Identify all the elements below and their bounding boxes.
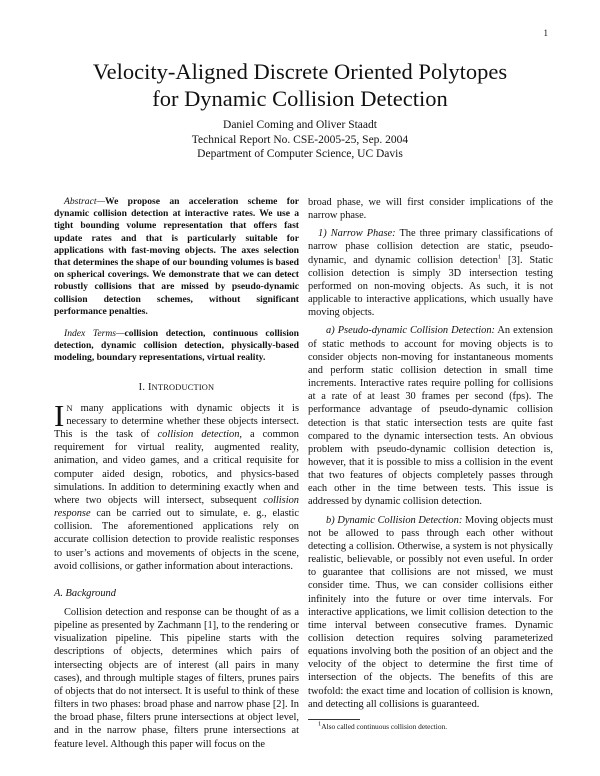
index-terms-dash: — <box>116 328 125 340</box>
affiliation: Department of Computer Science, UC Davis <box>197 148 403 160</box>
section-heading-introduction <box>54 381 299 394</box>
paper-title <box>40 58 560 112</box>
drop-cap-rest: N <box>66 402 73 413</box>
continuation-paragraph: broad phase, we will first consider implications of the narrow phase. <box>308 197 553 222</box>
intro-text-b: , a common requirement for virtual reality, augmented reality, animation, and video games, and a critical requisite for computer aided design, robotics, and physics-based simulations. In addition to determining exactly when and where two objects will intersect, subsequent <box>54 429 300 506</box>
intro-text-a: many applications with dynamic objects it is necessary to determine whether these objects intersect. This is the task of <box>54 402 299 441</box>
abstract-dash: — <box>96 196 106 207</box>
intro-term-collision-detection: collision detection <box>157 429 240 441</box>
index-terms <box>54 328 299 365</box>
narrow-phase-paragraph <box>308 227 553 319</box>
drop-cap: I <box>54 397 65 433</box>
index-terms-text: collision detection, continuous collision detection, dynamic collision detection, physically-based modeling, boundary representations, virtual reality. <box>54 328 299 364</box>
intro-text-c: can be carried out to simulate, e. g., elastic collision. The aforementioned applications rely on accurate collision detection to provide realistic responses to user’s actions and movements of objects in the scene, avoid collisions, or gather information about interactions. <box>54 508 299 572</box>
pseudo-dynamic-paragraph <box>308 324 553 508</box>
abstract-label: Abstract <box>64 196 97 207</box>
pseudo-dynamic-text: An extension of static methods to account for moving objects is to consider objects non-moving for instantaneous moments and perform static collision detection in small time increments. Interactive rates require polling for collisions at a rate of at least 30 frames per second (fps). The performance advantage of pseudo-dynamic collision detection is that static intersection tests are quite fast compared to the dynamic intersection tests. An obvious problem with pseudo-dynamic collision detection is, however, that it is possible to miss a collision in the event that two features of objects completely passes through each other in the time between tests. This issue is addressed by dynamic collision detection. <box>308 325 553 508</box>
footnote-rule <box>308 719 360 720</box>
abstract <box>54 196 299 318</box>
footnote <box>318 722 447 731</box>
footnote-mark: 1 <box>318 720 322 728</box>
narrow-phase-text-b: [3]. Static collision detection is simply 3D intersection testing performed on non-moving objects. As such, it is not applicable to interactive applications, which usually have moving objects. <box>308 254 553 319</box>
title-line-2: for Dynamic Collision Detection <box>152 86 448 111</box>
left-column <box>54 196 299 751</box>
intro-paragraph <box>54 397 300 573</box>
report-number: Technical Report No. CSE-2005-25, Sep. 2004 <box>191 133 409 146</box>
dynamic-label: b) Dynamic Collision Detection: <box>326 514 463 526</box>
section-title-rest: NTRODUCTION <box>151 382 215 392</box>
dynamic-paragraph <box>308 514 553 711</box>
title-line-1: Velocity-Aligned Discrete Oriented Polytopes <box>92 59 508 84</box>
pseudo-dynamic-label: a) Pseudo-dynamic Collision Detection: <box>326 325 495 337</box>
author-names: Daniel Coming and Oliver Staadt <box>223 119 377 131</box>
subsection-heading-background: A. Background <box>54 587 116 599</box>
page-number: 1 <box>543 28 548 38</box>
footnote-reference: 1 <box>497 253 502 261</box>
author-block <box>60 118 540 162</box>
narrow-phase-text-a: The three primary classifications of narrow phase collision detection are static, pseudo-dynamic, and dynamic collision detection <box>308 228 553 266</box>
footnote-text: Also called continuous collision detection. <box>321 722 448 731</box>
index-terms-label: Index Terms <box>64 328 117 340</box>
intro-term-collision-response: collision response <box>54 494 299 520</box>
section-title-first: I <box>147 381 152 393</box>
narrow-phase-label: 1) Narrow Phase: <box>318 228 396 240</box>
abstract-text: We propose an acceleration scheme for dynamic collision detection at interactive rates. We use a tight bounding volume representation that offers fast update rates and that is particularly suitable for applications with fast-moving objects. The axes selection that determines the shape of our bounding volumes is based on spherical coverings. We demonstrate that we can detect robustly collisions that are missed by pseudo-dynamic collision detection schemes, without significant performance penalties. <box>54 196 299 317</box>
section-numeral: I. <box>138 381 146 393</box>
dynamic-text: Moving objects must not be allowed to pass through each other without detecting a collision. Otherwise, a system is not physically realistic, believable, or possibly not even useful. In order to guarantee that collisions are not missed, we must consider time. Thus, we can consider collisions either infinitely into the future or over time intervals. For interactive applications, we limit collision detection to the time interval between consecutive frames. Dynamic collision detection requires solving parameterized equations involving both the position of an object and the velocity of the object to determine the first time of intersection of the objects. The benefits of this are twofold: the exact time and location of collision is known, and detecting all collisions is guaranteed. <box>308 514 554 710</box>
background-paragraph: Collision detection and response can be thought of as a pipeline as presented by Zachmann [1], to the rendering or visualization pipeline. This pipeline starts with the descriptions of objects, determines which pairs of intersecting objects are of interest (all pairs in many cases), and through multiple stages of filters, prunes pairs of objects that do not intersect. It is useful to think of these filters in two phases: broad phase and narrow phase [2]. In the broad phase, filters prune intersections at object level, and in the narrow phase, filters prune intersections at feature level. Although this paper will focus on the <box>54 606 299 750</box>
right-column <box>308 196 553 711</box>
